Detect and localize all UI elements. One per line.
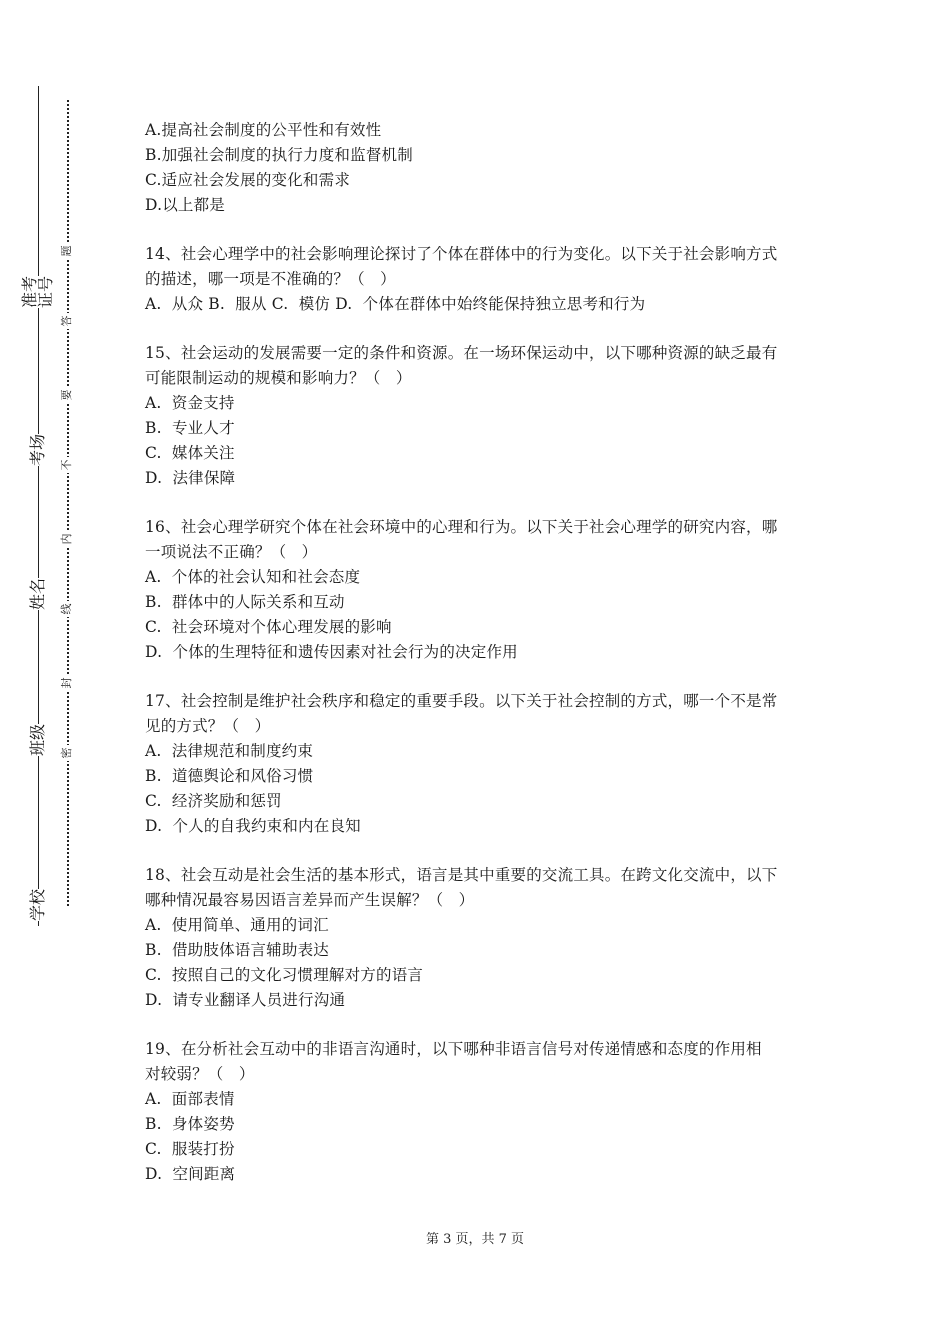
option-c: C. 社会环境对个体心理发展的影响 bbox=[145, 618, 392, 636]
question-18 bbox=[145, 863, 815, 1013]
option-c: C. 媒体关注 bbox=[145, 444, 235, 462]
option-b: B. 身体姿势 bbox=[145, 1115, 235, 1133]
page-number: 第 3 页，共 7 页 bbox=[425, 1232, 525, 1247]
question-stem: 17、社会控制是维护社会秩序和稳定的重要手段。以下关于社会控制的方式，哪一个不是常 bbox=[145, 692, 778, 710]
option-line: C.适应社会发展的变化和需求 bbox=[145, 171, 351, 189]
question-17 bbox=[145, 689, 815, 839]
question-stem: 的描述，哪一项是不准确的？（ ） bbox=[145, 270, 396, 288]
option-a: A. 资金支持 bbox=[145, 394, 235, 412]
question-stem: 见的方式？（ ） bbox=[145, 717, 271, 735]
seal-char: 内 bbox=[60, 531, 74, 547]
class-label: 班级 bbox=[28, 723, 47, 756]
seal-char: 要 bbox=[60, 387, 74, 403]
seal-char: 答 bbox=[60, 313, 74, 329]
question-19 bbox=[145, 1037, 815, 1187]
seal-char: 题 bbox=[60, 243, 74, 259]
previous-question-options bbox=[145, 118, 815, 218]
seal-char: 不 bbox=[60, 457, 74, 473]
binding-solid-line bbox=[38, 86, 39, 926]
question-stem: 哪种情况最容易因语言差异而产生误解？（ ） bbox=[145, 891, 475, 909]
option-c: C. 经济奖励和惩罚 bbox=[145, 792, 282, 810]
option-line: A.提高社会制度的公平性和有效性 bbox=[145, 121, 382, 139]
question-stem: 可能限制运动的规模和影响力？（ ） bbox=[145, 369, 412, 387]
question-15 bbox=[145, 341, 815, 491]
question-stem: 一项说法不正确？（ ） bbox=[145, 543, 318, 561]
option-b: B. 道德舆论和风俗习惯 bbox=[145, 767, 314, 785]
option-b: B. 借助肢体语言辅助表达 bbox=[145, 941, 329, 959]
option-d: D. 法律保障 bbox=[145, 469, 236, 487]
question-stem: 对较弱？（ ） bbox=[145, 1065, 255, 1083]
seal-dotted-line bbox=[67, 100, 69, 906]
question-stem: 14、社会心理学中的社会影响理论探讨了个体在群体中的行为变化。以下关于社会影响方式 bbox=[145, 245, 778, 263]
question-stem: 19、在分析社会互动中的非语言沟通时，以下哪种非语言信号对传递情感和态度的作用相 bbox=[145, 1040, 762, 1058]
option-b: B. 专业人才 bbox=[145, 419, 235, 437]
option-a: A. 使用简单、通用的词汇 bbox=[145, 916, 329, 934]
option-a: A. 个体的社会认知和社会态度 bbox=[145, 568, 361, 586]
option-c: C. 服装打扮 bbox=[145, 1140, 235, 1158]
option-line: A. 从众 B. 服从 C. 模仿 D. 个体在群体中始终能保持独立思考和行为 bbox=[145, 295, 646, 313]
option-d: D. 请专业翻译人员进行沟通 bbox=[145, 991, 346, 1009]
question-16 bbox=[145, 515, 815, 665]
school-label: 学校 bbox=[28, 888, 47, 921]
option-b: B. 群体中的人际关系和互动 bbox=[145, 593, 345, 611]
question-14 bbox=[145, 242, 815, 317]
exam-room-label: 考场 bbox=[28, 433, 47, 466]
option-line: D.以上都是 bbox=[145, 196, 226, 214]
option-line: B.加强社会制度的执行力度和监督机制 bbox=[145, 146, 413, 164]
option-d: D. 空间距离 bbox=[145, 1165, 236, 1183]
option-d: D. 个体的生理特征和遗传因素对社会行为的决定作用 bbox=[145, 643, 518, 661]
exam-number-label: 准考证号 bbox=[20, 275, 55, 308]
option-c: C. 按照自己的文化习惯理解对方的语言 bbox=[145, 966, 424, 984]
seal-char: 密 bbox=[60, 745, 74, 761]
question-stem: 16、社会心理学研究个体在社会环境中的心理和行为。以下关于社会心理学的研究内容，哪 bbox=[145, 518, 778, 536]
seal-char: 封 bbox=[60, 675, 74, 691]
option-a: A. 法律规范和制度约束 bbox=[145, 742, 314, 760]
question-content bbox=[145, 118, 815, 1187]
question-stem: 18、社会互动是社会生活的基本形式，语言是其中重要的交流工具。在跨文化交流中，以下 bbox=[145, 866, 778, 884]
student-name-label: 姓名 bbox=[28, 577, 47, 610]
seal-char: 线 bbox=[60, 601, 74, 617]
option-a: A. 面部表情 bbox=[145, 1090, 235, 1108]
question-stem: 15、社会运动的发展需要一定的条件和资源。在一场环保运动中，以下哪种资源的缺乏最有 bbox=[145, 344, 778, 362]
option-d: D. 个人的自我约束和内在良知 bbox=[145, 817, 361, 835]
